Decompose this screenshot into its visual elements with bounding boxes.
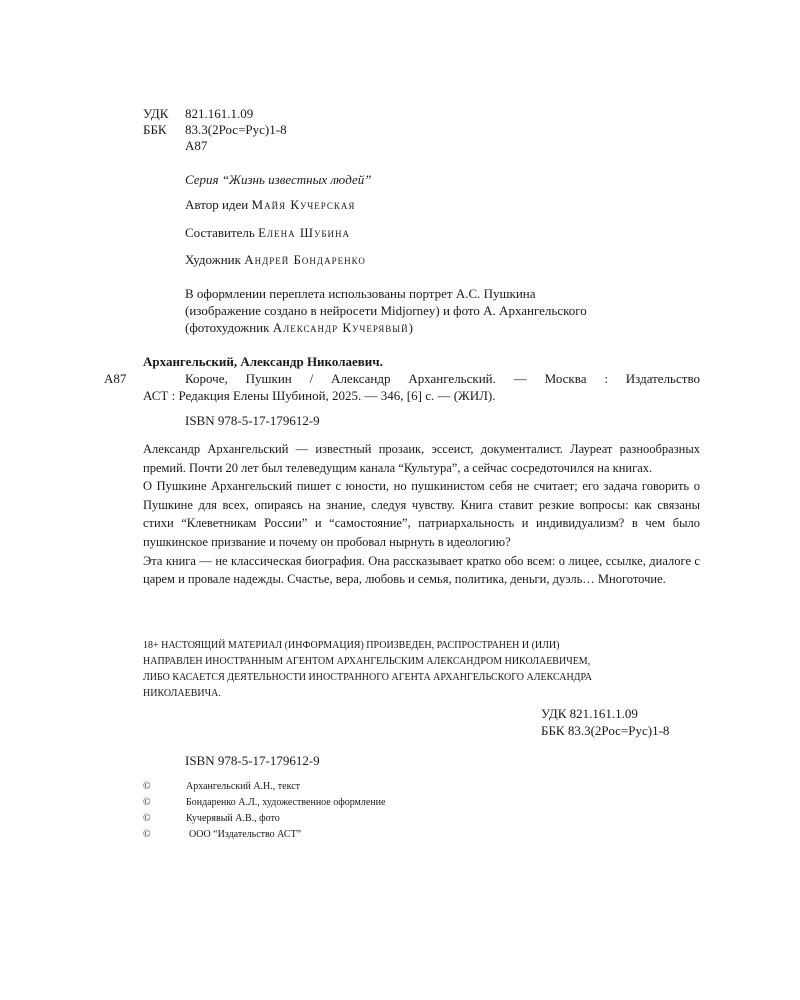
cover-note-line1: В оформлении переплета использованы портрет А.С. Пушкина [185, 286, 536, 301]
bottom-isbn: ISBN 978-5-17-179612-9 [185, 753, 320, 768]
compiler-line [185, 225, 350, 241]
copyright-text: Кучерявый А.В., фото [186, 813, 280, 824]
copyright-symbol: © [143, 813, 151, 824]
bottom-bbk: ББК 83.3(2Рос=Рус)1-8 [541, 723, 670, 738]
bbk-value: 83.3(2Рос=Рус)1-8 [185, 122, 287, 137]
copyright-text: ООО “Издательство АСТ” [189, 829, 302, 840]
abstract-paragraph-2: О Пушкине Архангельский пишет с юности, но пушкинистом себя не считает; его задача говорить о Пушкине для всех, опираясь на знание, следуя чувству. Книга ставит резкие вопросы: как связаны стихи “Клеветникам России” и “самостояние”, патриархальность и индивидуализм? в чем было пушкинское призвание и почему он пробовал нырнуть в идеологию? [143, 479, 700, 549]
idea-author-line [185, 197, 355, 213]
catalog-line1: Короче, Пушкин / Александр Архангельский. — Москва : Издательство [185, 371, 700, 386]
compiler-label: Составитель [185, 225, 255, 240]
idea-label: Автор идеи [185, 197, 249, 212]
catalog-line2: АСТ : Редакция Елены Шубиной, 2025. — 346, [6] с. — (ЖИЛ). [143, 388, 496, 403]
copyright-text: Архангельский А.Н., текст [186, 781, 301, 792]
bottom-udk: УДК 821.161.1.09 [541, 706, 638, 721]
artist-label: Художник [185, 252, 241, 267]
artist-name: Андрей Бондаренко [244, 252, 366, 267]
catalog-author-mark: А87 [104, 371, 127, 386]
abstract [143, 440, 700, 589]
cover-note-line2: (изображение создано в нейросети Midjorney) и фото А. Архангельского [185, 303, 587, 318]
warning-line4: НИКОЛАЕВИЧА. [143, 688, 221, 699]
copyright-symbol: © [143, 781, 151, 792]
warning-line3: ЛИБО КАСАЕТСЯ ДЕЯТЕЛЬНОСТИ ИНОСТРАННОГО АГЕНТА АРХАНГЕЛЬСКОГО АЛЕКСАНДРА [143, 672, 592, 683]
udk-value: 821.161.1.09 [185, 106, 254, 121]
udk-label: УДК [143, 106, 169, 121]
artist-line [185, 252, 366, 268]
abstract-paragraph-3: Эта книга — не классическая биография. Она рассказывает кратко обо всем: о лицее, ссылке, диалоге с царем и провале надежды. Счастье, вера, любовь и семья, политика, деньги, дуэль… Многоточие. [143, 553, 700, 587]
photographer-name: Александр Кучерявый [272, 320, 409, 335]
catalog-author-heading: Архангельский, Александр Николаевич. [143, 354, 383, 369]
bbk-line [143, 122, 287, 138]
photographer-suffix: ) [408, 320, 413, 335]
copyright-text: Бондаренко А.Л., художественное оформление [186, 797, 386, 808]
author-mark-top: А87 [185, 138, 208, 153]
warning-line1: 18+ НАСТОЯЩИЙ МАТЕРИАЛ (ИНФОРМАЦИЯ) ПРОИЗВЕДЕН, РАСПРОСТРАНЕН И (ИЛИ) [143, 640, 560, 651]
cover-note-line3 [185, 320, 413, 336]
abstract-paragraph-1: Александр Архангельский — известный прозаик, эссеист, документалист. Лауреат разнообразных премий. Почти 20 лет был телеведущим канала “Культура”, а сейчас сосредоточился на книгах. [143, 442, 700, 475]
udk-line [143, 106, 253, 122]
copyright-symbol: © [143, 797, 151, 808]
photographer-prefix: (фотохудожник [185, 320, 270, 335]
bbk-label: ББК [143, 122, 167, 137]
compiler-name: Елена Шубина [258, 225, 351, 240]
catalog-isbn: ISBN 978-5-17-179612-9 [185, 413, 320, 428]
series-title: Серия “Жизнь известных людей” [185, 172, 372, 187]
warning-line2: НАПРАВЛЕН ИНОСТРАННЫМ АГЕНТОМ АРХАНГЕЛЬСКИМ АЛЕКСАНДРОМ НИКОЛАЕВИЧЕМ, [143, 656, 591, 667]
copyright-symbol: © [143, 829, 151, 840]
idea-name: Майя Кучерская [251, 197, 356, 212]
